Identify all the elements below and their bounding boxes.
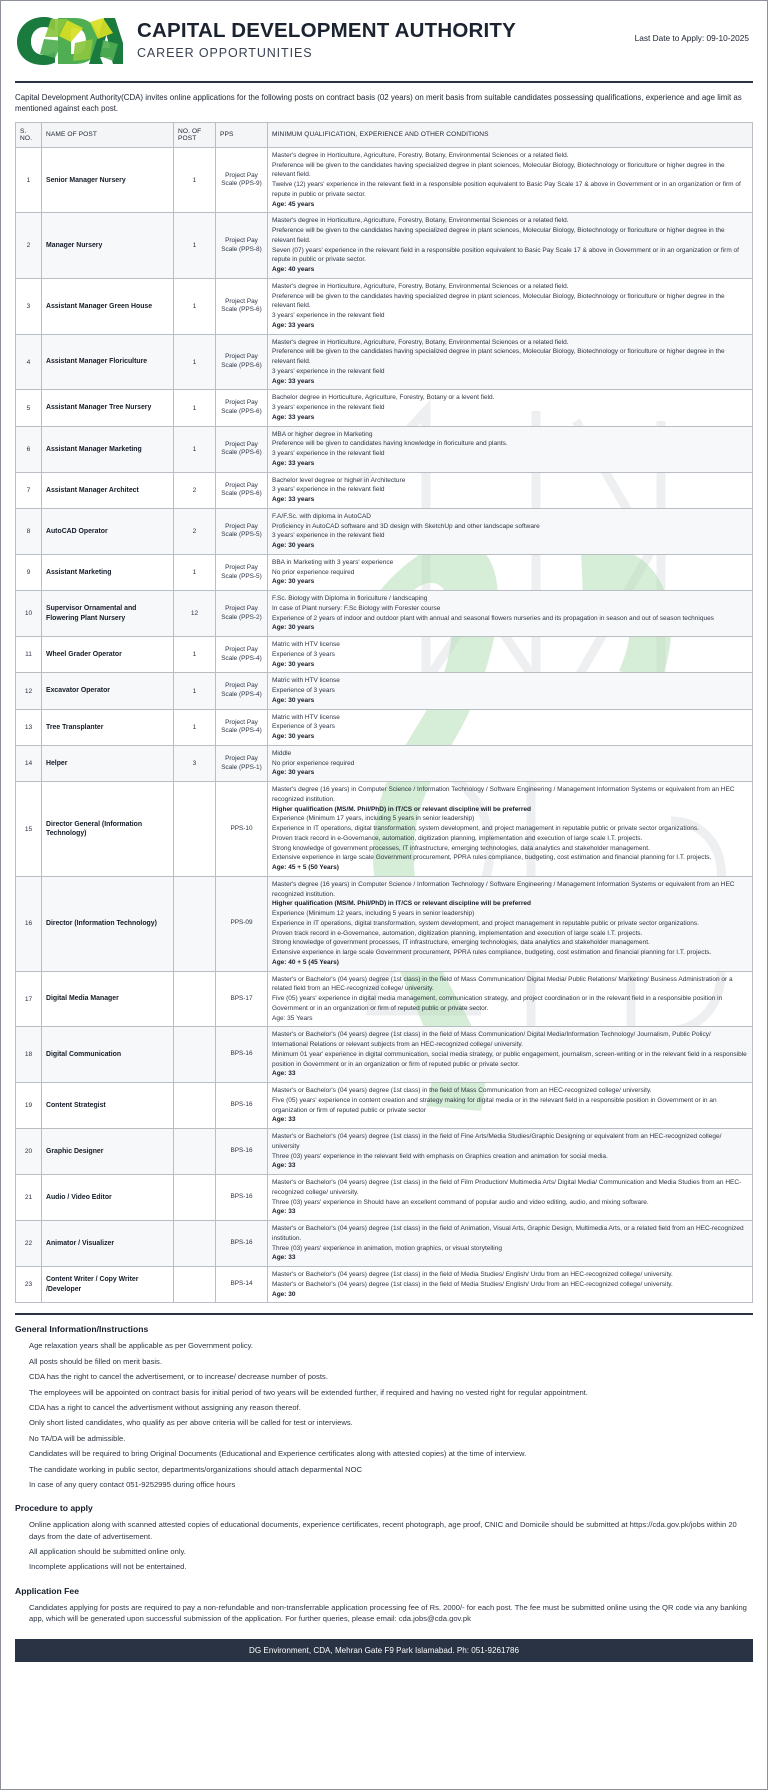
cell-pps: BPS-14 [216, 1267, 268, 1303]
qualification-line: Twelve (12) years' experience in the relevant field in a responsible position equivalent to Basic Pay Scale 17 & above in Government or in an organization or firm of repute in public or private sector. [272, 181, 741, 198]
procedure-heading: Procedure to apply [15, 1503, 93, 1514]
jobs-table [15, 122, 753, 1304]
cell-qualification [268, 472, 753, 508]
application-fee-section [1, 1577, 767, 1625]
cell-pps: Project Pay Scale (PPS-2) [216, 591, 268, 637]
application-fee-heading: Application Fee [15, 1585, 79, 1596]
qualification-line: Experience of 3 years [272, 723, 335, 731]
qualification-line: Master's or Bachelor's (04 years) degree (1st class) in the field of Mass Communication/ Digital Media/ Public Relations/ Marketing/ Business Administration or a related field from an HEC-recognized college/ university. [272, 975, 733, 993]
cell-sno: 15 [16, 782, 42, 877]
qualification-line: Experience (Minimum 12 years, including 5 years in senior leadership) [272, 910, 475, 918]
qualification-line: Master's or Bachelor's (04 years) degree (1st class) in the field of Mass Communication from an HEC-recognized college/ university. [272, 1087, 652, 1095]
qualification-age-line: Age: 30 [272, 1290, 296, 1298]
list-item: The employees will be appointed on contract basis for initial period of two years will be extended further, if required and having no vested right for regular appointment. [29, 1387, 588, 1397]
cell-sno: 6 [16, 426, 42, 472]
cell-no-of-post [174, 1027, 216, 1083]
cell-no-of-post [174, 1175, 216, 1221]
cell-qualification [268, 637, 753, 673]
cell-pps: Project Pay Scale (PPS-9) [216, 147, 268, 213]
cell-sno: 20 [16, 1129, 42, 1175]
cell-qualification [268, 673, 753, 709]
table-row [16, 1175, 753, 1221]
cell-post-name: Assistant Manager Marketing [42, 426, 174, 472]
list-item: CDA has a right to cancel the advertisment without assigning any reason thereof. [29, 1402, 301, 1412]
qualification-line: Master's or Bachelor's (04 years) degree (1st class) in the field of Media Studies/ English/ Urdu from an HEC-recognized college/ university. [272, 1271, 673, 1279]
qualification-line: Experience in IT operations, digital transformation, system development, and project management in reputable public or private sector organizations. [272, 825, 699, 833]
table-row [16, 1267, 753, 1303]
list-item: Candidates will be required to bring Original Documents (Educational and Experience certificates along with attested copies) at the time of interview. [29, 1449, 527, 1459]
qualification-age-line: Age: 45 years [272, 200, 315, 208]
cell-pps: Project Pay Scale (PPS-1) [216, 745, 268, 781]
cell-post-name: Supervisor Ornamental and Flowering Plant Nursery [42, 591, 174, 637]
table-row [16, 591, 753, 637]
cell-post-name: Content Writer / Copy Writer /Developer [42, 1267, 174, 1303]
cell-sno: 8 [16, 508, 42, 554]
table-row [16, 213, 753, 279]
org-subtitle: CAREER OPPORTUNITIES [137, 45, 313, 60]
qualification-line: In case of Plant nursery: F.Sc Biology with Forester course [272, 604, 441, 612]
general-information-section [1, 1315, 767, 1490]
cell-no-of-post [174, 876, 216, 971]
cell-post-name: AutoCAD Operator [42, 508, 174, 554]
cell-sno: 18 [16, 1027, 42, 1083]
cell-pps: Project Pay Scale (PPS-6) [216, 472, 268, 508]
qualification-line: Strong knowledge of government processes, IT infrastructure, emerging technologies, data analytics and stakeholder management. [272, 844, 650, 852]
cell-sno: 10 [16, 591, 42, 637]
qualification-line: Master's or Bachelor's (04 years) degree (1st class) in the field of Mass Communication/ Digital Media/Information Technology/ Journalism, Public Policy/ International Relations or relevant subjects from an HEC-recognized college/ university. [272, 1031, 711, 1049]
qualification-age-line: Age: 33 [272, 1162, 296, 1170]
qualification-line: Master's or Bachelor's (04 years) degree (1st class) in the field of Film Production/ Multimedia Arts/ Digital Media/ Communication and Media Studies from an HEC-recognized college/ university. [272, 1179, 742, 1196]
qualification-line: Master's degree in Horticulture, Agriculture, Forestry, Botany, Environmental Sciences or a related field. [272, 151, 569, 159]
table-row [16, 876, 753, 971]
cell-pps: PPS-09 [216, 876, 268, 971]
list-item: All application should be submitted online only. [29, 1547, 186, 1557]
cell-post-name: Assistant Manager Floriculture [42, 334, 174, 390]
cell-post-name: Digital Media Manager [42, 971, 174, 1027]
list-item: Incomplete applications will not be entertained. [29, 1562, 187, 1572]
cell-post-name: Assistant Manager Tree Nursery [42, 390, 174, 426]
general-information-heading: General Information/Instructions [15, 1324, 149, 1335]
cell-post-name: Senior Manager Nursery [42, 147, 174, 213]
cell-pps: Project Pay Scale (PPS-8) [216, 213, 268, 279]
qualification-line: Matric with HTV license [272, 713, 340, 721]
qualification-age-line: Age: 30 years [272, 696, 315, 704]
qualification-age-line: Age: 33 years [272, 496, 315, 504]
cell-sno: 7 [16, 472, 42, 508]
cell-no-of-post: 1 [174, 278, 216, 334]
cell-post-name: Animator / Visualizer [42, 1221, 174, 1267]
cell-post-name: Director (Information Technology) [42, 876, 174, 971]
qualification-age-line: Age: 45 + 5 (50 Years) [272, 864, 339, 872]
table-row [16, 508, 753, 554]
col-header-pps: PPS [216, 122, 268, 147]
cell-pps: BPS-17 [216, 971, 268, 1027]
cell-qualification [268, 390, 753, 426]
qualification-age-line: Age: 33 years [272, 377, 315, 385]
cell-no-of-post: 1 [174, 673, 216, 709]
qualification-line: Master's or Bachelor's (04 years) degree (1st class) in the field of Fine Arts/Media Studies/Graphic Designing or equivalent from an HEC-recognized college/ university [272, 1133, 722, 1150]
qualification-line: Preference will be given to the candidates having specialized degree in plant sciences, Molecular Biology, Biotechnology or floriculture or higher degree in the relevant field. [272, 161, 725, 179]
cell-post-name: Excavator Operator [42, 673, 174, 709]
cell-no-of-post: 1 [174, 213, 216, 279]
cell-qualification [268, 745, 753, 781]
cell-post-name: Assistant Manager Architect [42, 472, 174, 508]
qualification-line: Master's degree in Horticulture, Agriculture, Forestry, Botany, Environmental Sciences or a related field. [272, 217, 569, 225]
qualification-line: Master's degree in Horticulture, Agriculture, Forestry, Botany, Environmental Sciences or a related field. [272, 282, 569, 290]
qualification-line: Middle [272, 749, 292, 757]
qualification-age-line: Age: 33 years [272, 459, 315, 467]
cell-qualification [268, 1175, 753, 1221]
list-item: No TA/DA will be admissible. [29, 1433, 126, 1443]
cell-qualification [268, 147, 753, 213]
cell-no-of-post [174, 1129, 216, 1175]
cell-no-of-post: 1 [174, 637, 216, 673]
qualification-line: Age: 35 Years [272, 1014, 313, 1022]
cell-no-of-post [174, 1221, 216, 1267]
cda-logo-icon [15, 13, 123, 67]
table-row [16, 390, 753, 426]
qualification-age-line: Age: 30 years [272, 769, 315, 777]
qualification-age-line: Age: 30 years [272, 624, 315, 632]
qualification-line: 3 years' experience in the relevant field [272, 532, 385, 540]
qualification-line: Three (03) years' experience in the relevant field with emphasis on Graphics creation and animation for social media. [272, 1152, 608, 1160]
cell-sno: 3 [16, 278, 42, 334]
qualification-line: Three (03) years' experience in Should have an excellent command of popular audio and video editing, audio, and mixing software. [272, 1198, 649, 1206]
qualification-age-line: Higher qualification (MS/M. Phil/PhD) in IT/CS or relevant discipline will be preferred [272, 900, 531, 908]
cell-sno: 23 [16, 1267, 42, 1303]
cell-qualification [268, 971, 753, 1027]
procedure-section [1, 1494, 767, 1573]
cell-qualification [268, 591, 753, 637]
qualification-line: Proficiency in AutoCAD software and 3D design with SketchUp and other landscape software [272, 522, 540, 530]
qualification-line: Five (05) years' experience in digital media management, communication strategy, and project coordination or in the relevant field in a responsible position in Government or in an organization or firm of reputed public or private sector. [272, 995, 723, 1012]
cell-no-of-post [174, 782, 216, 877]
document-header [1, 1, 767, 73]
qualification-age-line: Age: 33 [272, 1116, 296, 1124]
cell-pps: BPS-16 [216, 1027, 268, 1083]
jobs-table-body [16, 147, 753, 1303]
qualification-line: Extensive experience in large scale Government procurement, PPRA rules compliance, budgeting, cost estimation and financial planning for I.T. projects. [272, 854, 712, 862]
cell-qualification [268, 426, 753, 472]
cell-pps: Project Pay Scale (PPS-5) [216, 508, 268, 554]
cell-sno: 5 [16, 390, 42, 426]
col-header-name-of-post: NAME OF POST [42, 122, 174, 147]
table-header-row [16, 122, 753, 147]
cell-post-name: Tree Transplanter [42, 709, 174, 745]
qualification-line: 3 years' experience in the relevant field [272, 312, 385, 320]
qualification-line: 3 years' experience in the relevant field [272, 450, 385, 458]
org-title: CAPITAL DEVELOPMENT AUTHORITY [137, 19, 516, 43]
table-row [16, 673, 753, 709]
qualification-line: Preference will be given to the candidates having specialized degree in plant sciences, Molecular Biology, Biotechnology or floriculture or higher degree in the relevant field. [272, 227, 725, 244]
qualification-age-line: Age: 30 years [272, 660, 315, 668]
table-row [16, 709, 753, 745]
qualification-age-line: Age: 33 [272, 1070, 296, 1078]
cell-pps: BPS-16 [216, 1221, 268, 1267]
general-information-list [15, 1340, 753, 1490]
cell-sno: 4 [16, 334, 42, 390]
list-item: CDA has the right to cancel the advertisement, or to increase/ decrease number of posts. [29, 1372, 328, 1382]
cell-qualification [268, 1083, 753, 1129]
qualification-age-line: Age: 30 years [272, 542, 315, 550]
cell-qualification [268, 213, 753, 279]
qualification-line: Five (05) years' experience in content creation and strategy making for digital media or in the relevant field in a responsible position in Government or in an organization or firm of reputed public or private sector [272, 1096, 717, 1114]
qualification-age-line: Age: 30 years [272, 578, 315, 586]
col-header-sno: S. NO. [16, 122, 42, 147]
footer-address-bar: DG Environment, CDA, Mehran Gate F9 Park Islamabad. Ph: 051-9261786 [15, 1639, 753, 1662]
list-item: Online application along with scanned attested copies of educational documents, experience certificates, recent photograph, age proof, CNIC and Domicile should be submitted at https://cda.gov.pk/jobs within 20 days from the date of advertisement. [29, 1520, 737, 1541]
qualification-age-line: Age: 30 years [272, 733, 315, 741]
table-row [16, 426, 753, 472]
qualification-age-line: Age: 40 + 5 (45 Years) [272, 958, 339, 966]
qualification-line: Matric with HTV license [272, 641, 340, 649]
cell-no-of-post: 2 [174, 472, 216, 508]
cell-qualification [268, 876, 753, 971]
cell-no-of-post: 1 [174, 334, 216, 390]
qualification-line: Minimum 01 year' experience in digital communication, social media strategy, or public engagement, journalism, screen-writing or in the relevant field in a responsible position in Government or in an organization or firm of reputed public or private sector. [272, 1050, 747, 1068]
qualification-line: No prior experience required [272, 759, 355, 767]
cell-pps: Project Pay Scale (PPS-6) [216, 278, 268, 334]
cell-post-name: Digital Communication [42, 1027, 174, 1083]
cell-sno: 22 [16, 1221, 42, 1267]
cell-no-of-post [174, 971, 216, 1027]
cell-sno: 1 [16, 147, 42, 213]
cell-post-name: Audio / Video Editor [42, 1175, 174, 1221]
qualification-line: Preference will be given to the candidates having specialized degree in plant sciences, Molecular Biology, Biotechnology or floriculture or higher degree in the relevant field. [272, 292, 725, 310]
table-row [16, 334, 753, 390]
list-item: Candidates applying for posts are required to pay a non-refundable and non-transferrable application processing fee of Rs. 2000/- for each post. The fee must be submitted online using the QR code via any banking app, which will be generated upon successful submission of the application. For further queries, please email: cda.jobs@cda.gov.pk [29, 1602, 747, 1624]
cell-no-of-post [174, 1267, 216, 1303]
qualification-line: Bachelor level degree or higher in Architecture [272, 476, 406, 484]
cell-qualification [268, 1027, 753, 1083]
cell-sno: 17 [16, 971, 42, 1027]
qualification-age-line: Higher qualification (MS/M. Phil/PhD) in IT/CS or relevant discipline will be preferred [272, 805, 531, 813]
cell-no-of-post: 1 [174, 426, 216, 472]
cell-qualification [268, 1129, 753, 1175]
cell-pps: Project Pay Scale (PPS-4) [216, 709, 268, 745]
cell-sno: 11 [16, 637, 42, 673]
procedure-list [15, 1519, 753, 1573]
table-row [16, 147, 753, 213]
table-row [16, 1083, 753, 1129]
cell-post-name: Content Strategist [42, 1083, 174, 1129]
table-row [16, 782, 753, 877]
qualification-line: Experience (Minimum 17 years, including 5 years in senior leadership) [272, 815, 475, 823]
cell-post-name: Manager Nursery [42, 213, 174, 279]
cell-no-of-post: 1 [174, 390, 216, 426]
cell-pps: Project Pay Scale (PPS-6) [216, 426, 268, 472]
cell-pps: Project Pay Scale (PPS-6) [216, 334, 268, 390]
qualification-line: Matric with HTV license [272, 677, 340, 685]
table-row [16, 971, 753, 1027]
cell-qualification [268, 334, 753, 390]
cell-pps: Project Pay Scale (PPS-4) [216, 637, 268, 673]
qualification-line: Experience of 3 years [272, 650, 335, 658]
table-row [16, 637, 753, 673]
intro-paragraph: Capital Development Authority(CDA) invites online applications for the following posts on contract basis (02 years) on merit basis from suitable candidates possessing qualifications, experience and age limit as mentioned against each post. [15, 93, 742, 114]
cell-sno: 19 [16, 1083, 42, 1129]
table-row [16, 1129, 753, 1175]
cell-no-of-post [174, 1083, 216, 1129]
cell-pps: BPS-16 [216, 1083, 268, 1129]
cell-post-name: Wheel Grader Operator [42, 637, 174, 673]
cell-post-name: Helper [42, 745, 174, 781]
qualification-line: Proven track record in e-Governance, automation, digitization planning, implementation and execution of large scale I.T. projects. [272, 834, 643, 842]
cell-post-name: Assistant Manager Green House [42, 278, 174, 334]
cell-sno: 21 [16, 1175, 42, 1221]
cell-qualification [268, 1267, 753, 1303]
qualification-line: No prior experience required [272, 568, 355, 576]
cell-post-name: Graphic Designer [42, 1129, 174, 1175]
table-row [16, 745, 753, 781]
qualification-line: F.A/F.Sc. with diploma in AutoCAD [272, 512, 371, 520]
list-item: Age relaxation years shall be applicable as per Government policy. [29, 1341, 253, 1351]
table-row [16, 554, 753, 590]
qualification-age-line: Age: 33 [272, 1254, 296, 1262]
application-fee-list [15, 1602, 753, 1625]
qualification-line: Master's degree (16 years) in Computer Science / Information Technology / Software Engineering / Management Information Systems or equivalent from an HEC recognized institution. [272, 880, 735, 898]
cell-qualification [268, 1221, 753, 1267]
list-item: In case of any query contact 051-9252995 during office hours [29, 1479, 236, 1489]
jobs-table-wrapper [1, 122, 767, 1304]
cell-sno: 12 [16, 673, 42, 709]
cell-no-of-post: 1 [174, 709, 216, 745]
cell-sno: 9 [16, 554, 42, 590]
qualification-line: Seven (07) years' experience in the relevant field in a responsible position equivalent to Basic Pay Scale 17 & above in Government or in an organization or firm of repute in public or private sector. [272, 246, 739, 264]
qualification-age-line: Age: 33 years [272, 413, 315, 421]
table-row [16, 1027, 753, 1083]
cell-qualification [268, 782, 753, 877]
cell-post-name: Assistant Marketing [42, 554, 174, 590]
qualification-line: Master's or Bachelor's (04 years) degree (1st class) in the field of Media Studies/ English/ Urdu from an HEC-recognized college/ university. [272, 1280, 673, 1288]
cell-pps: Project Pay Scale (PPS-6) [216, 390, 268, 426]
list-item: The candidate working in public sector, departments/organizations should attach deparmental NOC [29, 1464, 363, 1474]
qualification-line: Experience of 2 years of indoor and outdoor plant with annual and seasonal flowers nurseries and its propagation in season and out of season techniques [272, 614, 714, 622]
qualification-age-line: Age: 33 [272, 1208, 296, 1216]
qualification-line: Proven track record in e-Governance, automation, digitization planning, implementation and execution of large scale I.T. projects. [272, 929, 643, 937]
qualification-line: Master's degree in Horticulture, Agriculture, Forestry, Botany, Environmental Sciences or a related field. [272, 338, 569, 346]
cell-qualification [268, 709, 753, 745]
qualification-line: Experience in IT operations, digital transformation, system development, and project management in reputable public or private sector organizations. [272, 919, 699, 927]
cell-qualification [268, 508, 753, 554]
qualification-line: Master's degree (16 years) in Computer Science / Information Technology / Software Engineering / Management Information Systems or equivalent from an HEC recognized institution. [272, 786, 735, 803]
qualification-line: Three (03) years' experience in animation, motion graphics, or visual storytelling [272, 1244, 502, 1252]
qualification-line: Master's or Bachelor's (04 years) degree (1st class) in the field of Animation, Visual Arts, Graphic Design, Multimedia Arts, or a related field from an HEC-recognized institution. [272, 1225, 744, 1242]
header-title-block [137, 20, 635, 60]
cell-pps: Project Pay Scale (PPS-4) [216, 673, 268, 709]
cell-pps: PPS-10 [216, 782, 268, 877]
cell-sno: 14 [16, 745, 42, 781]
cell-no-of-post: 12 [174, 591, 216, 637]
qualification-line: Extensive experience in large scale Government procurement, PPRA rules compliance, budgeting, cost estimation and financial planning for I.T. projects. [272, 949, 712, 957]
cell-no-of-post: 3 [174, 745, 216, 781]
cell-pps: BPS-16 [216, 1129, 268, 1175]
qualification-line: 3 years' experience in the relevant field [272, 367, 385, 375]
qualification-age-line: Age: 33 years [272, 321, 315, 329]
cell-pps: BPS-16 [216, 1175, 268, 1221]
cell-qualification [268, 554, 753, 590]
qualification-line: Bachelor degree in Horticulture, Agriculture, Forestry, Botany or a levent field. [272, 394, 495, 402]
cell-qualification [268, 278, 753, 334]
cell-no-of-post: 1 [174, 147, 216, 213]
cell-no-of-post: 1 [174, 554, 216, 590]
cell-sno: 2 [16, 213, 42, 279]
qualification-line: F.Sc. Biology with Diploma in floriculture / landscaping [272, 595, 428, 603]
list-item: All posts should be filled on merit basis. [29, 1356, 162, 1366]
qualification-line: Strong knowledge of government processes, IT infrastructure, emerging technologies, data analytics and stakeholder management. [272, 939, 650, 947]
cell-sno: 13 [16, 709, 42, 745]
last-date-to-apply: Last Date to Apply: 09-10-2025 [634, 33, 749, 43]
col-header-qualification: MINIMUM QUALIFICATION, EXPERIENCE AND OTHER CONDITIONS [268, 122, 753, 147]
cell-no-of-post: 2 [174, 508, 216, 554]
table-row [16, 1221, 753, 1267]
qualification-line: Experience of 3 years [272, 687, 335, 695]
cell-sno: 16 [16, 876, 42, 971]
cell-pps: Project Pay Scale (PPS-5) [216, 554, 268, 590]
qualification-line: Preference will be given to candidates having knowledge in floriculture and plants. [272, 440, 508, 448]
table-row [16, 472, 753, 508]
qualification-age-line: Age: 40 years [272, 266, 315, 274]
qualification-line: 3 years' experience in the relevant field [272, 404, 385, 412]
cell-post-name: Director General (Information Technology) [42, 782, 174, 877]
table-row [16, 278, 753, 334]
col-header-no-of-post: NO. OF POST [174, 122, 216, 147]
list-item: Only short listed candidates, who qualify as per above criteria will be called for test or interviews. [29, 1418, 353, 1428]
qualification-line: 3 years' experience in the relevant field [272, 486, 385, 494]
qualification-line: Preference will be given to the candidates having specialized degree in plant sciences, Molecular Biology, Biotechnology or floriculture or higher degree in the relevant field. [272, 348, 725, 366]
qualification-line: MBA or higher degree in Marketing [272, 430, 373, 438]
qualification-line: BBA in Marketing with 3 years' experience [272, 558, 394, 566]
